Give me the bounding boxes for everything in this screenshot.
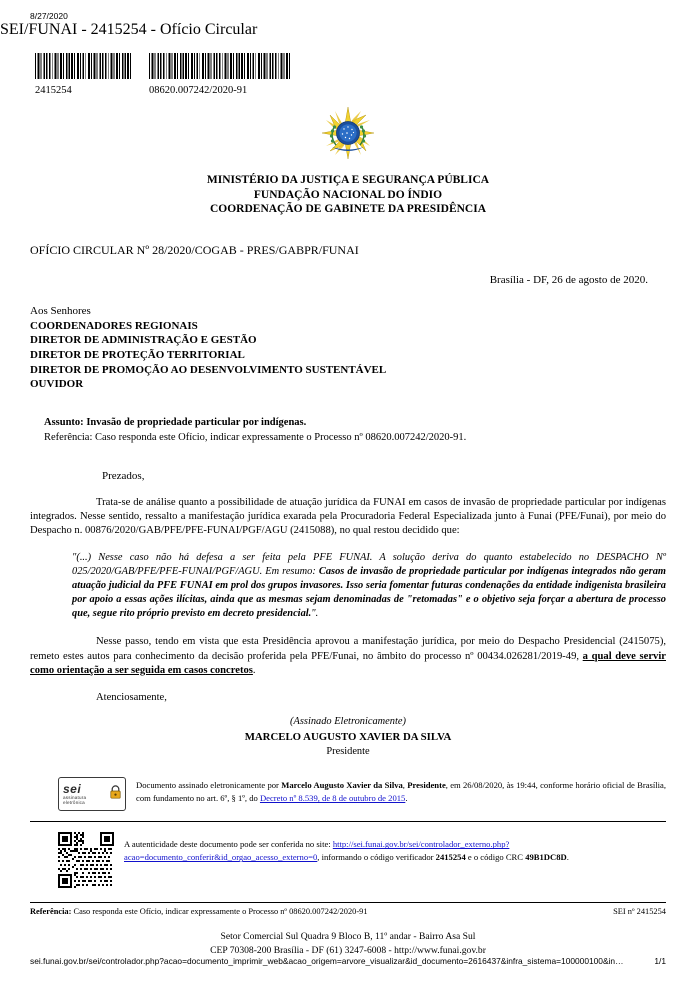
print-header	[0, 0, 696, 39]
sig-role: Presidente	[407, 780, 446, 791]
divider-1	[30, 821, 666, 822]
paragraph-2-underlined: a qual deve servir como orientação a ser seguida em casos concretos	[30, 650, 666, 676]
signature-block	[30, 715, 666, 759]
brazil-coat-of-arms-icon	[309, 106, 387, 167]
subject-block	[30, 416, 666, 446]
print-footer-url: sei.funai.gov.br/sei/controlador.php?acao=documento_imprimir_web&acao_origem=arvore_visualizar&id_documento=2616437&infra_sistema=100000100&in…	[30, 956, 624, 966]
crc-code: 49B1DC8D	[525, 852, 567, 863]
addressee-block	[30, 304, 666, 392]
addressee-2: DIRETOR DE PROTEÇÃO TERRITORIAL	[30, 349, 245, 362]
sei-brand-label: sei	[63, 782, 82, 797]
verifier-code: 2415254	[435, 852, 466, 863]
addressee-3: DIRETOR DE PROMOÇÃO AO DESENVOLVIMENTO SUSTENTÁVEL	[30, 363, 387, 376]
paragraph-2-part-b: .	[252, 664, 256, 676]
electronic-signature-text	[136, 777, 666, 805]
city-date: Brasília - DF, 26 de agosto de 2020.	[489, 274, 648, 287]
document-number: 2415254	[35, 85, 72, 96]
document-content	[30, 39, 666, 957]
quote-part-bold: Casos de invasão de propriedade particular por indígenas integrados não geram atuação judicial da PFE FUNAI em prol dos grupos invasores. Isso seria fomentar futuras condenações da entidade indigenista brasileira por apoio a essas ações ilícitas, ainda que as mesmas sejam denominadas de "retomadas" e o objetivo seja forçar a abertura de processo que, segue rito próprio previsto em decreto presidencial.	[72, 565, 666, 620]
organization-address	[30, 930, 666, 957]
print-header-date: 8/27/2020	[30, 11, 68, 21]
org-line-coordination: COORDENAÇÃO DE GABINETE DA PRESIDÊNCIA	[209, 203, 487, 216]
document-title: OFÍCIO CIRCULAR Nº 28/2020/COGAB - PRES/GABPR/FUNAI	[30, 243, 359, 258]
lock-icon	[110, 785, 121, 799]
barcode-row	[30, 53, 666, 79]
footer-reference-label: Referência:	[30, 907, 72, 917]
process-number: 08620.007242/2020-91	[149, 85, 248, 96]
address-line-2: CEP 70308-200 Brasília - DF (61) 3247-6008 - http://www.funai.gov.br	[210, 944, 486, 956]
document-footer	[30, 907, 666, 916]
barcode-document-number	[35, 53, 131, 79]
subject-text: Invasão de propriedade particular por indígenas.	[86, 416, 307, 428]
authenticity-block	[30, 832, 666, 888]
authenticity-link-line-1[interactable]: http://sei.funai.gov.br/sei/controlador_externo.php?	[332, 839, 510, 850]
signature-electronic-note: (Assinado Eletronicamente)	[290, 716, 406, 728]
auth-text-c: e o código CRC	[465, 852, 526, 863]
auth-text-b: , informando o código verificador	[317, 852, 436, 863]
footer-sei-number: SEI nº 2415254	[613, 907, 666, 917]
sig-signer: Marcelo Augusto Xavier da Silva	[281, 780, 403, 791]
address-line-1: Setor Comercial Sul Quadra 9 Bloco B, 11º andar - Bairro Asa Sul	[220, 931, 476, 943]
sei-sub-line-2: eletrônica	[63, 799, 85, 805]
legal-quote	[30, 551, 666, 622]
sig-text-d: .	[405, 793, 408, 804]
coat-of-arms-wrapper	[30, 106, 666, 167]
closing: Atenciosamente,	[96, 692, 167, 704]
authenticity-text	[124, 832, 569, 864]
paragraph-1: Trata-se de análise quanto a possibilidade de atuação jurídica da FUNAI em casos de invasão de propriedade particular por indígenas integrados. Nesse sentido, ressalto a manifestação jurídica exarada pela Procuradoria Federal Especializada junto à Funai (PFE/Funai), por meio do Despacho n. 00876/2020/GAB/PFE/PFE-FUNAI/PGF/AGU (2415088), no qual restou decidido que:	[30, 496, 666, 537]
divider-2	[30, 902, 666, 903]
signature-role: Presidente	[326, 745, 370, 757]
print-header-title: SEI/FUNAI - 2415254 - Ofício Circular	[0, 21, 258, 38]
org-line-foundation: FUNDAÇÃO NACIONAL DO ÍNDIO	[253, 188, 443, 201]
paragraph-2	[30, 635, 666, 678]
addressee-4: OUVIDOR	[30, 378, 84, 391]
greeting: Prezados,	[102, 469, 145, 482]
sig-text-a: Documento assinado eletronicamente por	[136, 780, 282, 791]
signature-name: MARCELO AUGUSTO XAVIER DA SILVA	[244, 730, 452, 743]
barcode-process-number	[149, 53, 291, 79]
print-footer	[0, 956, 696, 966]
sei-sub-line-1: assinatura	[63, 794, 87, 800]
org-line-ministry: MINISTÉRIO DA JUSTIÇA E SEGURANÇA PÚBLICA	[206, 174, 490, 186]
reference-line: Referência: Caso responda este Ofício, indicar expressamente o Processo nº 08620.007242/2020-91.	[44, 431, 467, 443]
paragraph-2-part-a: Nesse passo, tendo em vista que esta Presidência aprovou a manifestação jurídica, por meio do Despacho Presidencial (2415075), remeto estes autos para conhecimento da decisão proferida pela PFE/Funai, no âmbito do processo nº 00434.026281/2019-49,	[30, 636, 666, 662]
sig-text-c: , em 26/08/2020, às 19:44, conforme horário oficial de Brasília, com fundamento no art. 6º, § 1º, do	[136, 780, 666, 804]
sig-text-b: ,	[402, 780, 408, 791]
auth-text-d: .	[566, 852, 569, 863]
subject-label: Assunto:	[44, 416, 84, 428]
addressee-1: DIRETOR DE ADMINISTRAÇÃO E GESTÃO	[30, 334, 257, 347]
electronic-signature-block	[30, 777, 666, 811]
code-row	[30, 85, 666, 96]
sei-seal-icon	[58, 777, 126, 811]
auth-text-a: A autenticidade deste documento pode ser conferida no site:	[124, 839, 333, 850]
addressee-lead: Aos Senhores	[30, 305, 91, 318]
print-footer-pages: 1/1	[654, 956, 666, 966]
decree-link[interactable]: Decreto nº 8.539, de 8 de outubro de 2015	[259, 793, 406, 804]
quote-part-1: "(...) Nesse caso não há defesa a ser feita pela PFE FUNAI. A solução deriva do quanto estabelecido no DESPACHO Nº 025/2020/GAB/PFE/PFE-FUNAI/PGF/AGU. Em resumo:	[72, 551, 666, 577]
organization-heading	[30, 173, 666, 217]
qr-code-icon	[58, 832, 114, 888]
footer-reference-text: Caso responda este Ofício, indicar expressamente o Processo nº 08620.007242/2020-91	[71, 907, 368, 917]
addressee-0: COORDENADORES REGIONAIS	[30, 319, 198, 332]
authenticity-link-line-2[interactable]: acao=documento_conferir&id_orgao_acesso_externo=0	[124, 852, 318, 863]
quote-part-2: ".	[311, 608, 319, 620]
